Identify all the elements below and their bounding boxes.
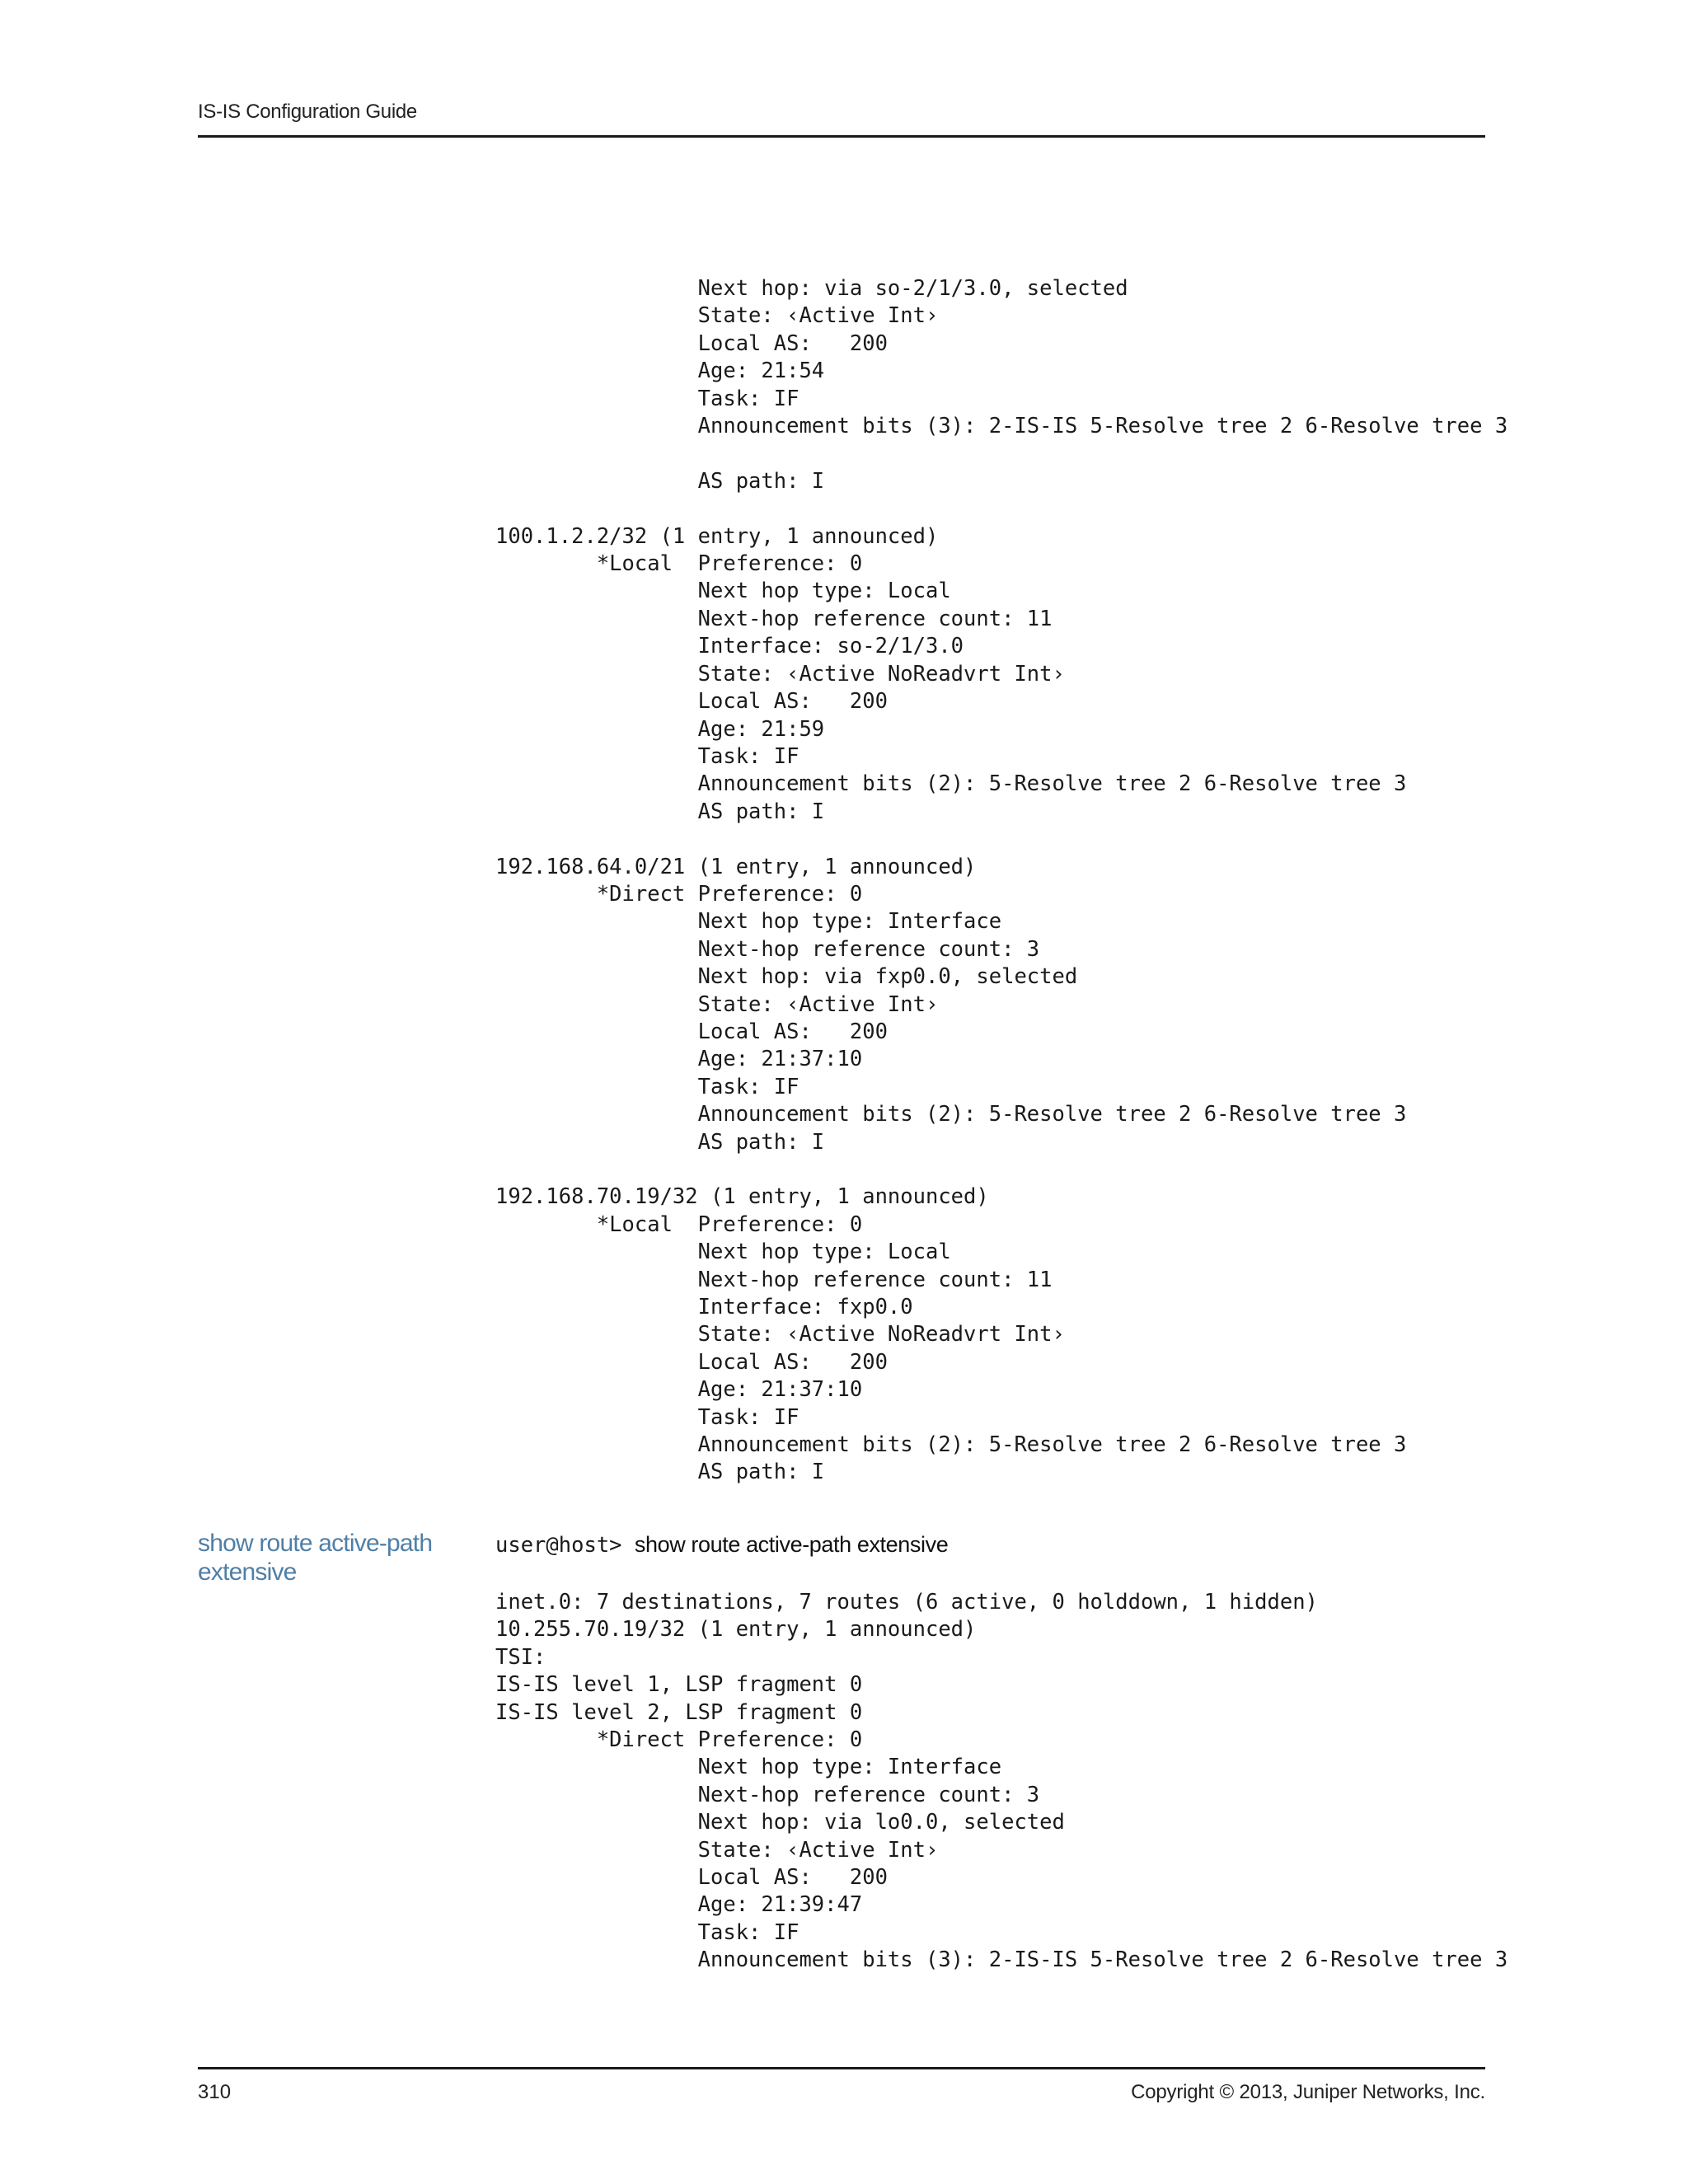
page-number: 310 (198, 2081, 232, 2103)
command-line (495, 1531, 948, 1559)
page-header (198, 99, 1485, 138)
cli-output-block-2: inet.0: 7 destinations, 7 routes (6 active, 0 holddown, 1 hidden) 10.255.70.19/32 (1 entry, 1 announced) TSI: IS-IS level 1, LSP fragment 0 IS-IS level 2, LSP fragment 0 *Direct Preference: 0 Next hop type: Interface Next-hop reference count: 3 Next hop: via lo0.0, selected State: ‹Active Int› Local AS: 200 Age: 21:39:47 Task: IF Announcement bits (3): 2-IS-IS 5-Resolve tree 2 6-Resolve tree 3 (495, 1590, 1508, 1973)
cli-output-block-1 (495, 275, 1508, 1487)
cli-prompt: user@host> (495, 1533, 635, 1558)
copyright-notice: Copyright © 2013, Juniper Networks, Inc. (1131, 2081, 1485, 2103)
section-heading: show route active-path extensive (198, 1530, 433, 1586)
header-title: IS-IS Configuration Guide (198, 101, 417, 123)
cli-output-text-1: Next hop: via so-2/1/3.0, selected State: ‹Active Int› Local AS: 200 Age: 21:54 Task: IF Announcement bits (3): 2-IS-IS 5-Resolve tree 2 6-Resolve tree 3 AS path: I 100.1.2.2/32 (1 entry, 1 announced) *Local Preference: 0 Next hop type: Local Next-hop reference count: 11 Interface: so-2/1/3.0 State: ‹Active NoReadvrt Int› Local AS: 200 Age: 21:59 Task: IF Announcement bits (2): 5-Resolve tree 2 6-Resolve tree 3 AS path: I 192.168.64.0/21 (1 entry, 1 announced) *Direct Preference: 0 Next hop type: Interface Next-hop reference count: 3 Next hop: via fxp0.0, selected State: ‹Active Int› Local AS: 200 Age: 21:37:10 Task: IF Announcement bits (2): 5-Resolve tree 2 6-Resolve tree 3 AS path: I 192.168.70.19/32 (1 entry, 1 announced) *Local Preference: 0 Next hop type: Local Next-hop reference count: 11 Interface: fxp0.0 State: ‹Active NoReadvrt Int› Local AS: 200 Age: 21:37:10 Task: IF Announcement bits (2): 5-Resolve tree 2 6-Resolve tree 3 AS path: I (495, 276, 1508, 1485)
main-content (495, 275, 1508, 1487)
page-footer (198, 2067, 1485, 2106)
cli-command: show route active-path extensive (634, 1532, 949, 1557)
